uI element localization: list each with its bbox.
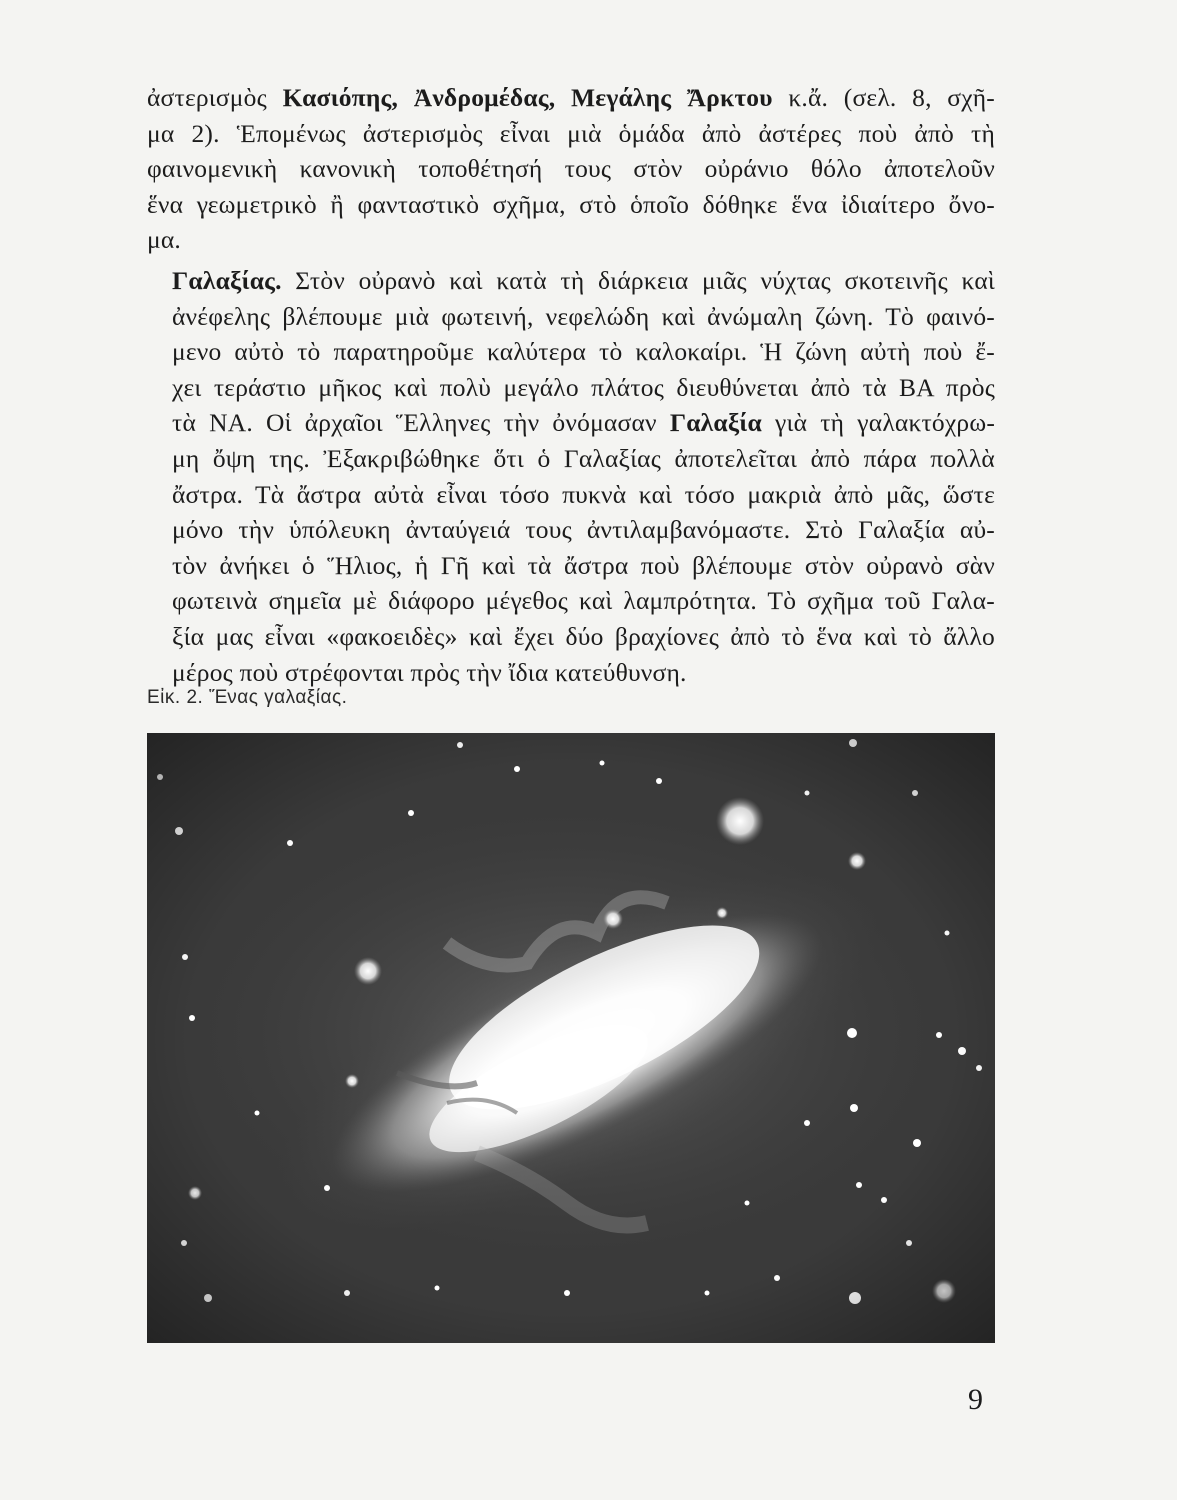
text-line: ἀστερισμὸς Κασιόπης, Ἀνδρομέδας, Μεγάλης Ἄρκτου κ.ἄ. (σελ. 8, σχῆ- — [147, 83, 995, 112]
bold-constellation-names: Κασιόπης, Ἀνδρομέδας, Μεγάλης Ἄρκτου — [282, 83, 773, 112]
text-line: Γαλαξίας. Στὸν οὐρανὸ καὶ κατὰ τὴ διάρκεια μιᾶς νύχτας σκοτεινῆς καὶ — [172, 266, 995, 295]
text-line: φωτεινὰ σημεῖα μὲ διάφορο μέγεθος καὶ λαμπρότητα. Τὸ σχῆμα τοῦ Γαλα- — [172, 586, 995, 616]
text-line: ἄστρα. Τὰ ἄστρα αὐτὰ εἶναι τόσο πυκνὰ καὶ τόσο μακριὰ ἀπὸ μᾶς, ὥστε — [172, 479, 995, 509]
section-heading-galaxy: Γαλαξίας. — [172, 266, 282, 295]
text-line: μενο αὐτὸ τὸ παρατηροῦμε καλύτερα τὸ καλοκαίρι. Ἡ ζώνη αὐτὴ ποὺ ἔ- — [172, 337, 995, 367]
paragraph-constellations — [147, 80, 995, 258]
text-line: τὸν ἀνήκει ὁ Ἥλιος, ἡ Γῆ καὶ τὰ ἄστρα ποὺ βλέπουμε στὸν οὐρανὸ σὰν — [172, 550, 995, 580]
galaxy-photo — [147, 733, 995, 1343]
text-line: ἕνα γεωμετρικὸ ἢ φανταστικὸ σχῆμα, στὸ ὁποῖο δόθηκε ἕνα ἰδιαίτερο ὄνο- — [147, 189, 995, 219]
text-line: μόνο τὴν ὑπόλευκη ἀνταύγειά τους ἀντιλαμβανόμαστε. Στὸ Γαλαξία αὐ- — [172, 515, 995, 545]
text-line: τὰ ΝΑ. Οἱ ἀρχαῖοι Ἕλληνες τὴν ὀνόμασαν Γαλαξία γιὰ τὴ γαλακτόχρω- — [172, 408, 996, 438]
text-line: ξία μας εἶναι «φακοειδὲς» καὶ ἔχει δύο βραχίονες ἀπὸ τὸ ἕνα καὶ τὸ ἄλλο — [172, 621, 995, 651]
text-line: χει τεράστιο μῆκος καὶ πολὺ μεγάλο πλάτος διευθύνεται ἀπὸ τὰ ΒΑ πρὸς — [172, 372, 995, 402]
galaxy-illustration — [147, 733, 995, 1343]
figure-caption: Εἰκ. 2. Ἕνας γαλαξίας. — [147, 687, 348, 708]
text-line: μα 2). Ἑπομένως ἀστερισμὸς εἶναι μιὰ ὁμάδα ἀπὸ ἀστέρες ποὺ ἀπὸ τὴ — [147, 118, 995, 148]
paragraph-galaxy — [147, 263, 995, 690]
text-line: φαινομενικὴ κανονικὴ τοποθέτησή τους στὸν οὐράνιο θόλο ἀποτελοῦν — [147, 154, 995, 184]
text-line: ἀνέφελης βλέπουμε μιὰ φωτεινή, νεφελώδη καὶ ἀνώμαλη ζώνη. Τὸ φαινό- — [172, 301, 995, 331]
text-line: μα. — [147, 225, 182, 255]
text-line: μη ὄψη της. Ἐξακριβώθηκε ὅτι ὁ Γαλαξίας ἀποτελεῖται ἀπὸ πάρα πολλὰ — [172, 443, 995, 473]
page-number: 9 — [968, 1383, 983, 1416]
bold-term-galaxia: Γαλαξία — [669, 408, 762, 438]
text-line: μέρος ποὺ στρέφονται πρὸς τὴν ἴδια κατεύθυνση. — [172, 657, 687, 687]
